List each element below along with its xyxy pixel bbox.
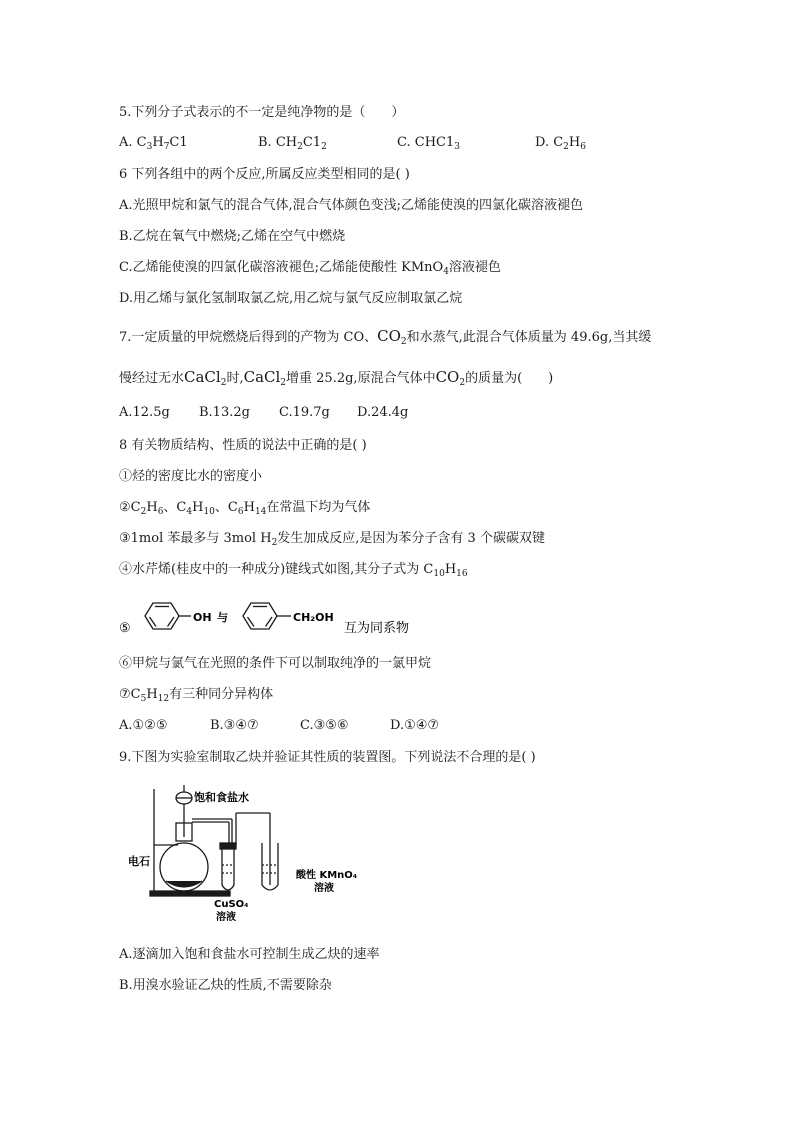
q5-option-c: C. $CHC1_3$ — [397, 135, 460, 152]
brine-label: 饱和食盐水 — [194, 791, 249, 804]
cuso4-label: CuSO₄ — [214, 899, 249, 910]
q8-statement-6: ⑥甲烷与氯气在光照的条件下可以制取纯净的一氯甲烷 — [119, 656, 432, 671]
kmno4-label: 酸性 KMnO₄ — [296, 870, 358, 881]
q8-statement-1: ①烃的密度比水的密度小 — [119, 469, 263, 484]
ch2oh-label: CH₂OH — [293, 611, 334, 624]
statement-5-tail: 互为同系物 — [344, 621, 410, 636]
q6-option-a: A.光照甲烷和氯气的混合气体,混合气体颜色变浅;乙烯能使溴的四氯化碳溶液褪色 — [119, 198, 584, 213]
cuso4-stopper — [220, 843, 236, 849]
q7-option-c: C.19.7g — [279, 405, 330, 420]
q9-stem: 9.下图为实验室制取乙炔并验证其性质的装置图。下列说法不合理的是( ) — [119, 750, 536, 765]
q8-option-a: A.①②⑤ — [119, 718, 168, 733]
hydroxyl-label: OH — [193, 611, 212, 624]
statement-5-number: ⑤ — [119, 621, 131, 636]
q5-option-b: B. $CH_2C1_2$ — [258, 135, 327, 152]
carbide-label: 电石 — [128, 855, 150, 868]
benzene-structures — [119, 600, 449, 640]
q7-option-b: B.13.2g — [199, 405, 250, 420]
q8-statement-3: ③1mol 苯最多与 3mol $H_2$发生加成反应,是因为苯分子含有 3 个碳碳双键 — [119, 531, 545, 548]
q7-option-a: A.12.5g — [119, 405, 170, 420]
cuso4-solution-label: 溶液 — [216, 912, 236, 923]
q8-statement-4: ④水芹烯(桂皮中的一种成分)键线式如图,其分子式为 $C_{10}H_{16}$ — [119, 562, 468, 579]
q9-option-b: B.用溴水验证乙炔的性质,不需要除杂 — [119, 978, 332, 993]
q8-option-b: B.③④⑦ — [210, 718, 259, 733]
q9-option-a: A.逐滴加入饱和食盐水可控制生成乙炔的速率 — [119, 947, 380, 962]
q8-option-d: D.①④⑦ — [390, 718, 440, 733]
carbide-lumps — [166, 881, 202, 887]
acetylene-apparatus — [124, 785, 374, 925]
q5-option-a: A. $C_3H_7C1$ — [119, 135, 188, 152]
stand-base — [150, 891, 230, 896]
q5-stem: 5.下列分子式表示的不一定是纯净物的是（ ） — [119, 105, 405, 120]
q6-option-c: C.乙烯能使溴的四氯化碳溶液褪色;乙烯能使酸性 KMnO$_4$溶液褪色 — [119, 260, 501, 277]
cuso4-tube — [222, 849, 234, 890]
q8-statement-7: $⑦C_5H_{12}$有三种同分异构体 — [119, 687, 274, 704]
apparatus-diagram — [124, 785, 374, 925]
q7-option-d: D.24.4g — [357, 405, 409, 420]
q8-statement-5 — [119, 600, 449, 640]
q7-stem-line1: 7.一定质量的甲烷燃烧后得到的产物为 CO、$CO_2$和水蒸气,此混合气体质量为 49.6g,当其缓 — [119, 327, 652, 347]
q8-option-c: C.③⑤⑥ — [300, 718, 349, 733]
benzyl-ring — [243, 603, 291, 629]
q8-stem: 8 有关物质结构、性质的说法中正确的是( ) — [119, 438, 367, 453]
q6-stem: 6 下列各组中的两个反应,所属反应类型相同的是( ) — [119, 167, 410, 182]
q7-stem-line2: 慢经过无水CaCl$_2$时,CaCl$_2$增重 25.2g,原混合气体中$CO_2$的质量为( ) — [119, 368, 554, 388]
q6-option-d: D.用乙烯与氯化氢制取氯乙烷,用乙烷与氯气反应制取氯乙烷 — [119, 291, 463, 306]
q5-option-d: D. $C_2H_6$ — [535, 135, 586, 152]
q8-statement-2: $②C_2H_6$、$C_4H_{10}$、$C_6H_{14}$在常温下均为气体 — [119, 500, 371, 517]
q6-option-b: B.乙烷在氧气中燃烧;乙烯在空气中燃烧 — [119, 229, 346, 244]
kmno4-solution-label: 溶液 — [314, 883, 334, 894]
phenol-ring — [145, 603, 191, 629]
and-label: 与 — [217, 611, 228, 624]
